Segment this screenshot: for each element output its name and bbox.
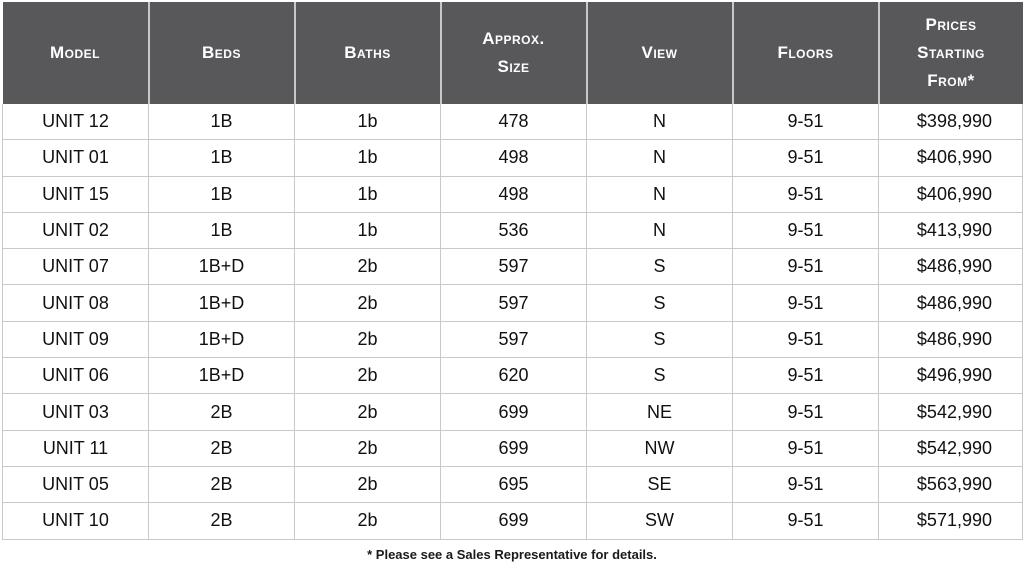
cell-price: $542,990 — [879, 430, 1023, 466]
cell-beds: 1B — [149, 140, 295, 176]
header-beds — [149, 2, 295, 104]
cell-beds: 1B+D — [149, 249, 295, 285]
cell-model: UNIT 12 — [3, 104, 149, 140]
header-price-label-1: Prices — [925, 15, 977, 34]
cell-baths: 2b — [295, 503, 441, 539]
cell-price: $496,990 — [879, 358, 1023, 394]
cell-baths: 2b — [295, 358, 441, 394]
cell-size: 695 — [441, 466, 587, 502]
header-view — [587, 2, 733, 104]
header-size — [441, 2, 587, 104]
cell-floors: 9-51 — [733, 358, 879, 394]
cell-model: UNIT 11 — [3, 430, 149, 466]
cell-baths: 2b — [295, 321, 441, 357]
cell-model: UNIT 15 — [3, 176, 149, 212]
header-baths-label: Baths — [344, 43, 391, 62]
cell-model: UNIT 10 — [3, 503, 149, 539]
cell-baths: 2b — [295, 249, 441, 285]
cell-baths: 1b — [295, 104, 441, 140]
table-row — [3, 176, 1023, 212]
header-price-label-2: Starting — [917, 43, 985, 62]
cell-floors: 9-51 — [733, 503, 879, 539]
table-row — [3, 212, 1023, 248]
table-body — [3, 104, 1023, 539]
cell-beds: 1B — [149, 176, 295, 212]
header-baths — [295, 2, 441, 104]
cell-price: $571,990 — [879, 503, 1023, 539]
header-view-label: View — [641, 43, 678, 62]
cell-view: NE — [587, 394, 733, 430]
cell-view: N — [587, 176, 733, 212]
cell-model: UNIT 09 — [3, 321, 149, 357]
cell-floors: 9-51 — [733, 466, 879, 502]
cell-view: N — [587, 140, 733, 176]
cell-beds: 2B — [149, 430, 295, 466]
cell-model: UNIT 08 — [3, 285, 149, 321]
cell-size: 536 — [441, 212, 587, 248]
cell-view: SE — [587, 466, 733, 502]
cell-beds: 1B+D — [149, 358, 295, 394]
cell-floors: 9-51 — [733, 104, 879, 140]
cell-baths: 1b — [295, 140, 441, 176]
table-row — [3, 249, 1023, 285]
cell-floors: 9-51 — [733, 140, 879, 176]
cell-price: $563,990 — [879, 466, 1023, 502]
cell-view: S — [587, 249, 733, 285]
cell-beds: 1B+D — [149, 321, 295, 357]
cell-floors: 9-51 — [733, 212, 879, 248]
cell-floors: 9-51 — [733, 285, 879, 321]
table-row — [3, 321, 1023, 357]
cell-size: 597 — [441, 249, 587, 285]
cell-view: SW — [587, 503, 733, 539]
header-price — [879, 2, 1023, 104]
cell-floors: 9-51 — [733, 176, 879, 212]
cell-beds: 1B — [149, 212, 295, 248]
cell-price: $486,990 — [879, 285, 1023, 321]
header-size-label-1: Approx. — [482, 29, 545, 48]
cell-price: $406,990 — [879, 176, 1023, 212]
cell-baths: 2b — [295, 466, 441, 502]
cell-price: $413,990 — [879, 212, 1023, 248]
cell-beds: 2B — [149, 466, 295, 502]
cell-model: UNIT 05 — [3, 466, 149, 502]
table-row — [3, 430, 1023, 466]
cell-model: UNIT 07 — [3, 249, 149, 285]
header-row — [3, 2, 1023, 104]
cell-view: S — [587, 321, 733, 357]
table-row — [3, 394, 1023, 430]
cell-baths: 2b — [295, 394, 441, 430]
cell-beds: 1B+D — [149, 285, 295, 321]
header-size-label-2: Size — [497, 57, 530, 76]
cell-price: $486,990 — [879, 321, 1023, 357]
cell-floors: 9-51 — [733, 394, 879, 430]
cell-beds: 1B — [149, 104, 295, 140]
header-price-label-3: From* — [927, 71, 975, 90]
table-row — [3, 503, 1023, 539]
cell-price: $406,990 — [879, 140, 1023, 176]
cell-view: NW — [587, 430, 733, 466]
cell-size: 498 — [441, 176, 587, 212]
cell-price: $542,990 — [879, 394, 1023, 430]
cell-beds: 2B — [149, 394, 295, 430]
cell-price: $486,990 — [879, 249, 1023, 285]
cell-baths: 2b — [295, 430, 441, 466]
cell-size: 498 — [441, 140, 587, 176]
footnote: * Please see a Sales Representative for details. — [367, 547, 657, 562]
header-floors — [733, 2, 879, 104]
cell-baths: 1b — [295, 212, 441, 248]
cell-view: S — [587, 358, 733, 394]
header-model — [3, 2, 149, 104]
cell-view: N — [587, 212, 733, 248]
cell-price: $398,990 — [879, 104, 1023, 140]
cell-model: UNIT 01 — [3, 140, 149, 176]
table-row — [3, 104, 1023, 140]
cell-model: UNIT 02 — [3, 212, 149, 248]
header-floors-label: Floors — [777, 43, 834, 62]
cell-model: UNIT 06 — [3, 358, 149, 394]
cell-size: 478 — [441, 104, 587, 140]
unit-price-table — [2, 2, 1023, 540]
table-row — [3, 358, 1023, 394]
cell-size: 699 — [441, 394, 587, 430]
cell-floors: 9-51 — [733, 249, 879, 285]
cell-size: 699 — [441, 430, 587, 466]
table-row — [3, 140, 1023, 176]
cell-view: N — [587, 104, 733, 140]
cell-floors: 9-51 — [733, 321, 879, 357]
table-row — [3, 466, 1023, 502]
cell-beds: 2B — [149, 503, 295, 539]
cell-baths: 2b — [295, 285, 441, 321]
cell-floors: 9-51 — [733, 430, 879, 466]
cell-view: S — [587, 285, 733, 321]
cell-size: 597 — [441, 321, 587, 357]
cell-size: 597 — [441, 285, 587, 321]
cell-size: 620 — [441, 358, 587, 394]
cell-baths: 1b — [295, 176, 441, 212]
cell-size: 699 — [441, 503, 587, 539]
cell-model: UNIT 03 — [3, 394, 149, 430]
header-model-label: Model — [50, 43, 100, 62]
header-beds-label: Beds — [202, 43, 241, 62]
table-row — [3, 285, 1023, 321]
